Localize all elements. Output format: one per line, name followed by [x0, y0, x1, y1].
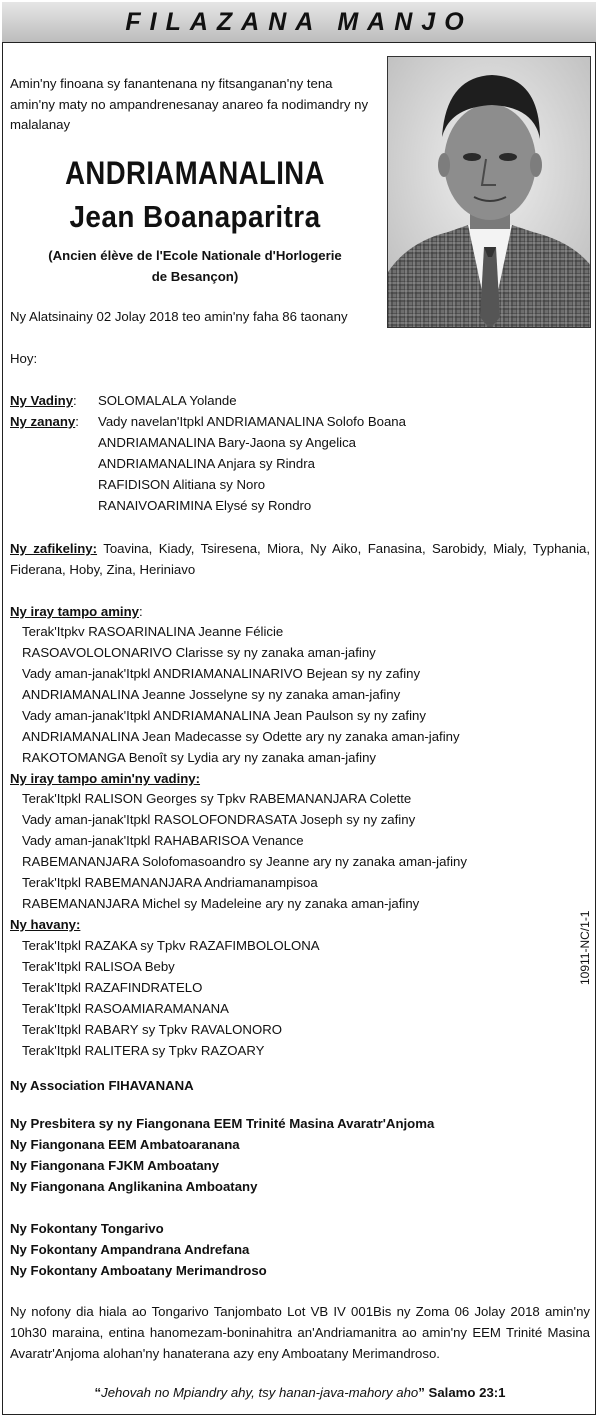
relative-item: Terak'Itpkl RAZAKA sy Tpkv RAZAFIMBOLOLONA	[22, 938, 320, 953]
spouse-sibling-item: RABEMANANJARA Solofomasoandro sy Jeanne ary ny zanaka aman-jafiny	[22, 854, 467, 869]
grandchildren-paragraph	[10, 538, 590, 580]
spouse-sibling-item: Vady aman-janak'Itpkl RAHABARISOA Venance	[22, 833, 304, 848]
siblings-label: Ny iray tampo aminy	[10, 604, 139, 619]
spouse-name: SOLOMALALA Yolande	[98, 393, 237, 408]
spouse-siblings-label: Ny iray tampo amin'ny vadiny:	[10, 771, 201, 786]
deceased-given-name: Jean Boanaparitra	[69, 199, 321, 234]
siblings-label-row: Ny iray tampo aminy:	[10, 604, 143, 619]
church-item: Ny Presbitera sy ny Fiangonana EEM Trinité Masina Avaratr'Anjoma	[10, 1116, 435, 1131]
child-item: RANAIVOARIMINA Elysé sy Rondro	[98, 498, 312, 513]
relative-item: Terak'Itpkl RASOAMIARAMANANA	[22, 1001, 229, 1016]
child-item: RAFIDISON Alitiana sy Noro	[98, 477, 266, 492]
spouse-sibling-item: Terak'Itpkl RALISON Georges sy Tpkv RABEMANANJARA Colette	[22, 791, 412, 806]
quote-text: Jehovah no Mpiandry ahy, tsy hanan-java-mahory aho	[101, 1385, 419, 1400]
scripture-quote: “Jehovah no Mpiandry ahy, tsy hanan-java-mahory aho” Salamo 23:1	[94, 1385, 506, 1400]
children-label: Ny zanany	[10, 414, 76, 429]
church-item: Ny Fiangonana Anglikanina Amboatany	[10, 1179, 258, 1194]
formerly-line-2: de Besançon)	[151, 269, 239, 284]
formerly-line-1: (Ancien élève de l'Ecole Nationale d'Horlogerie	[48, 248, 342, 263]
fokontany-item: Ny Fokontany Tongarivo	[10, 1221, 164, 1236]
fokontany-item: Ny Fokontany Ampandrana Andrefana	[10, 1242, 250, 1257]
sibling-item: Vady aman-janak'Itpkl ANDRIAMANALINARIVO Bejean sy ny zafiny	[22, 666, 421, 681]
fokontany-item: Ny Fokontany Amboatany Merimandroso	[10, 1263, 267, 1278]
sibling-item: RAKOTOMANGA Benoît sy Lydia ary ny zanaka aman-jafiny	[22, 750, 377, 765]
relative-item: Terak'Itpkl RABARY sy Tpkv RAVALONORO	[22, 1022, 282, 1037]
relative-item: Terak'Itpkl RALITERA sy Tpkv RAZOARY	[22, 1043, 265, 1058]
children-label-row: Ny zanany:	[10, 414, 79, 429]
sibling-item: ANDRIAMANALINA Jeanne Josselyne sy ny zanaka aman-jafiny	[22, 687, 401, 702]
church-item: Ny Fiangonana FJKM Amboatany	[10, 1158, 220, 1173]
relatives-label: Ny havany:	[10, 917, 81, 932]
notice-title: FILAZANA MANJO	[125, 7, 473, 36]
deceased-photo	[387, 56, 591, 328]
deceased-formerly	[10, 245, 380, 287]
spouse-sibling-item: Vady aman-janak'Itpkl RASOLOFONDRASATA Joseph sy ny zafiny	[22, 812, 416, 827]
sibling-item: Terak'Itpkv RASOARINALINA Jeanne Félicie	[22, 624, 284, 639]
child-item: ANDRIAMANALINA Anjara sy Rindra	[98, 456, 315, 471]
relative-item: Terak'Itpkl RAZAFINDRATELO	[22, 980, 203, 995]
spouse-label: Ny Vadiny	[10, 393, 74, 408]
grandchildren-names: Toavina, Kiady, Tsiresena, Miora, Ny Aiko, Fanasina, Sarobidy, Mialy, Typhania, Fiderana, Hoby, Zina, Heriniavo	[10, 541, 590, 577]
sibling-item: RASOAVOLOLONARIVO Clarisse sy ny zanaka aman-jafiny	[22, 645, 376, 660]
hoy-label: Hoy:	[10, 351, 38, 366]
child-item: Vady navelan'Itpkl ANDRIAMANALINA Solofo Boana	[98, 414, 406, 429]
quote-reference: Salamo 23:1	[428, 1385, 506, 1400]
death-info: Ny Alatsinainy 02 Jolay 2018 teo amin'ny faha 86 taonany	[10, 309, 348, 324]
sibling-item: Vady aman-janak'Itpkl ANDRIAMANALINA Jean Paulson sy ny zafiny	[22, 708, 426, 723]
spouse-label-row: Ny Vadiny:	[10, 393, 77, 408]
portrait-photo-icon	[388, 57, 591, 328]
relative-item: Terak'Itpkl RALISOA Beby	[22, 959, 175, 974]
reference-code: 10911-NC/1-1	[578, 910, 592, 985]
grandchildren-label: Ny zafikeliny:	[10, 541, 98, 556]
intro-text: Amin'ny finoana sy fanantenana ny fitsanganan'ny tena amin'ny maty no ampandrenesanay anareo fa nodimandry ny malalanay	[10, 76, 369, 132]
spouse-sibling-item: RABEMANANJARA Michel sy Madeleine ary ny zanaka aman-jafiny	[22, 896, 420, 911]
notice-header	[2, 2, 596, 43]
church-item: Ny Fiangonana EEM Ambatoaranana	[10, 1137, 240, 1152]
child-item: ANDRIAMANALINA Bary-Jaona sy Angelica	[98, 435, 356, 450]
sibling-item: ANDRIAMANALINA Jean Madecasse sy Odette ary ny zanaka aman-jafiny	[22, 729, 460, 744]
deceased-surname: ANDRIAMANALINA	[65, 155, 325, 191]
association-line: Ny Association FIHAVANANA	[10, 1078, 194, 1093]
funeral-paragraph: Ny nofony dia hiala ao Tongarivo Tanjombato Lot VB IV 001Bis ny Zoma 06 Jolay 2018 amin'ny 10h30 maraina, entina hanomezam-boninahitra an'Andriamanitra ao amin'ny EEM Trinité Masina Avaratr'Anjoma alohan'ny hanaterana azy eny Amboatany Merimandroso.	[10, 1304, 590, 1361]
spouse-sibling-item: Terak'Itpkl RABEMANANJARA Andriamanampisoa	[22, 875, 318, 890]
